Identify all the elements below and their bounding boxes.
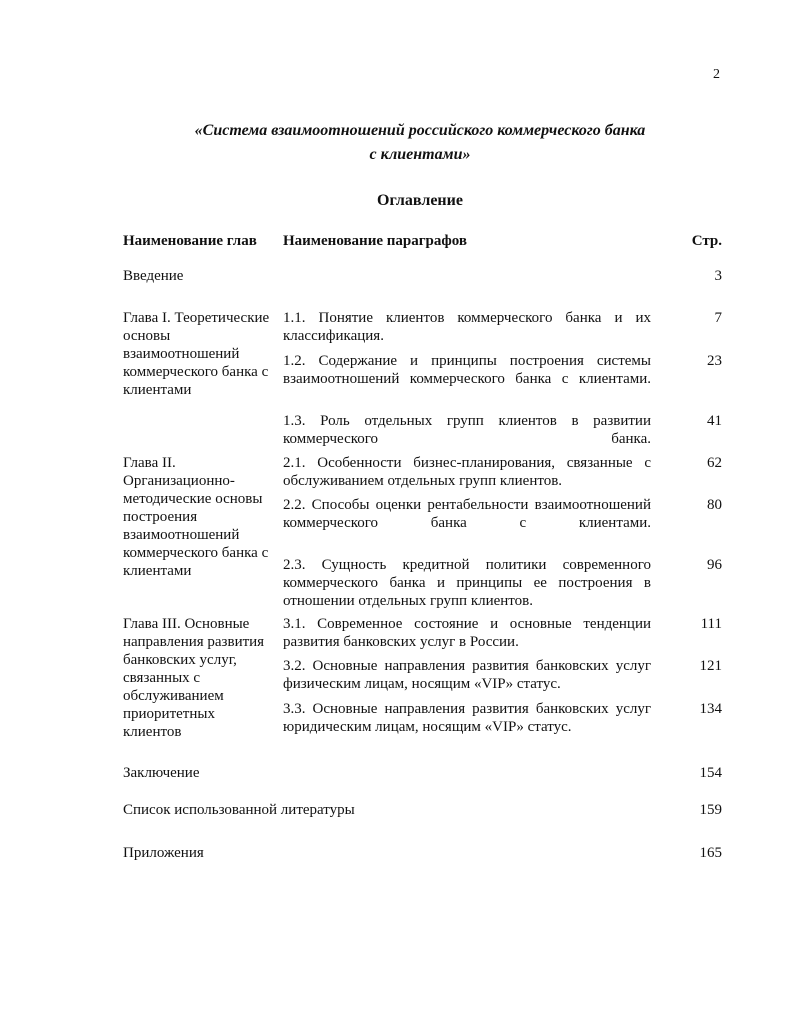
toc-item-2-3 xyxy=(283,556,651,610)
toc-item-2-1-page: 62 xyxy=(707,455,722,471)
toc-intro-page: 3 xyxy=(714,268,722,284)
page-number: 2 xyxy=(713,67,720,82)
toc-item-text: 2.1. Особенности бизнес-планирования, связанные с обслуживанием отдельных групп клиентов. xyxy=(283,455,651,489)
toc-heading: Оглавление xyxy=(377,192,463,209)
toc-item-2-3-page: 96 xyxy=(707,557,722,573)
toc-item-text: 3.3. Основные направления развития банковских услуг юридическим лицам, носящим «VIP» статус. xyxy=(283,701,651,735)
chapter-1-title: Глава I. Теоретические основы взаимоотношений коммерческого банка с клиентами xyxy=(123,310,270,398)
toc-item-text: 2.3. Сущность кредитной политики современного коммерческого банка и принципы ее построения в отношении отдельных групп клиентов. xyxy=(283,557,651,609)
toc-item-text: 1.3. Роль отдельных групп клиентов в развитии коммерческого банка. xyxy=(283,413,651,447)
toc-references-page: 159 xyxy=(699,802,722,818)
toc-item-3-3 xyxy=(283,700,651,736)
toc-appendices-page: 165 xyxy=(699,845,722,861)
toc-item-text: 2.2. Способы оценки рентабельности взаимоотношений коммерческого банка с клиентами. xyxy=(283,497,651,531)
toc-item-3-3-page: 134 xyxy=(699,701,722,717)
toc-item-2-2-page: 80 xyxy=(707,497,722,513)
toc-intro-label: Введение xyxy=(123,268,184,284)
toc-item-1-3-page: 41 xyxy=(707,413,722,429)
column-header-paragraphs: Наименование параграфов xyxy=(283,233,467,249)
toc-item-1-3 xyxy=(283,412,651,448)
chapter-3-title: Глава III. Основные направления развития банковских услуг, связанных с обслуживанием приоритетных клиентов xyxy=(123,616,265,740)
toc-item-text: 1.1. Понятие клиентов коммерческого банка и их классификация. xyxy=(283,310,651,344)
toc-item-1-2-page: 23 xyxy=(707,353,722,369)
column-header-page: Стр. xyxy=(691,233,722,249)
document-title-line1: «Система взаимоотношений российского коммерческого банка xyxy=(194,122,646,139)
toc-conclusion-page: 154 xyxy=(699,765,722,781)
document-title-line2: с клиентами» xyxy=(369,146,471,163)
toc-item-3-1 xyxy=(283,615,651,651)
toc-item-1-1-page: 7 xyxy=(714,310,722,326)
toc-item-2-1 xyxy=(283,454,651,490)
toc-item-1-2 xyxy=(283,352,651,388)
toc-item-3-2-page: 121 xyxy=(699,658,722,674)
toc-item-text: 1.2. Содержание и принципы построения системы взаимоотношений коммерческого банка с клиентами. xyxy=(283,353,651,387)
column-header-chapters: Наименование глав xyxy=(123,233,257,249)
toc-conclusion-label: Заключение xyxy=(123,765,200,781)
chapter-2-title: Глава II. Организационно-методические основы построения взаимоотношений коммерческого банка с клиентами xyxy=(123,455,269,579)
toc-references-label: Список использованной литературы xyxy=(123,802,355,818)
toc-item-3-2 xyxy=(283,657,651,693)
toc-appendices-label: Приложения xyxy=(123,845,204,861)
toc-item-text: 3.1. Современное состояние и основные тенденции развития банковских услуг в России. xyxy=(283,616,651,650)
toc-item-1-1 xyxy=(283,309,651,345)
toc-item-3-1-page: 111 xyxy=(700,616,722,632)
toc-item-text: 3.2. Основные направления развития банковских услуг физическим лицам, носящим «VIP» статус. xyxy=(283,658,651,692)
toc-item-2-2 xyxy=(283,496,651,532)
